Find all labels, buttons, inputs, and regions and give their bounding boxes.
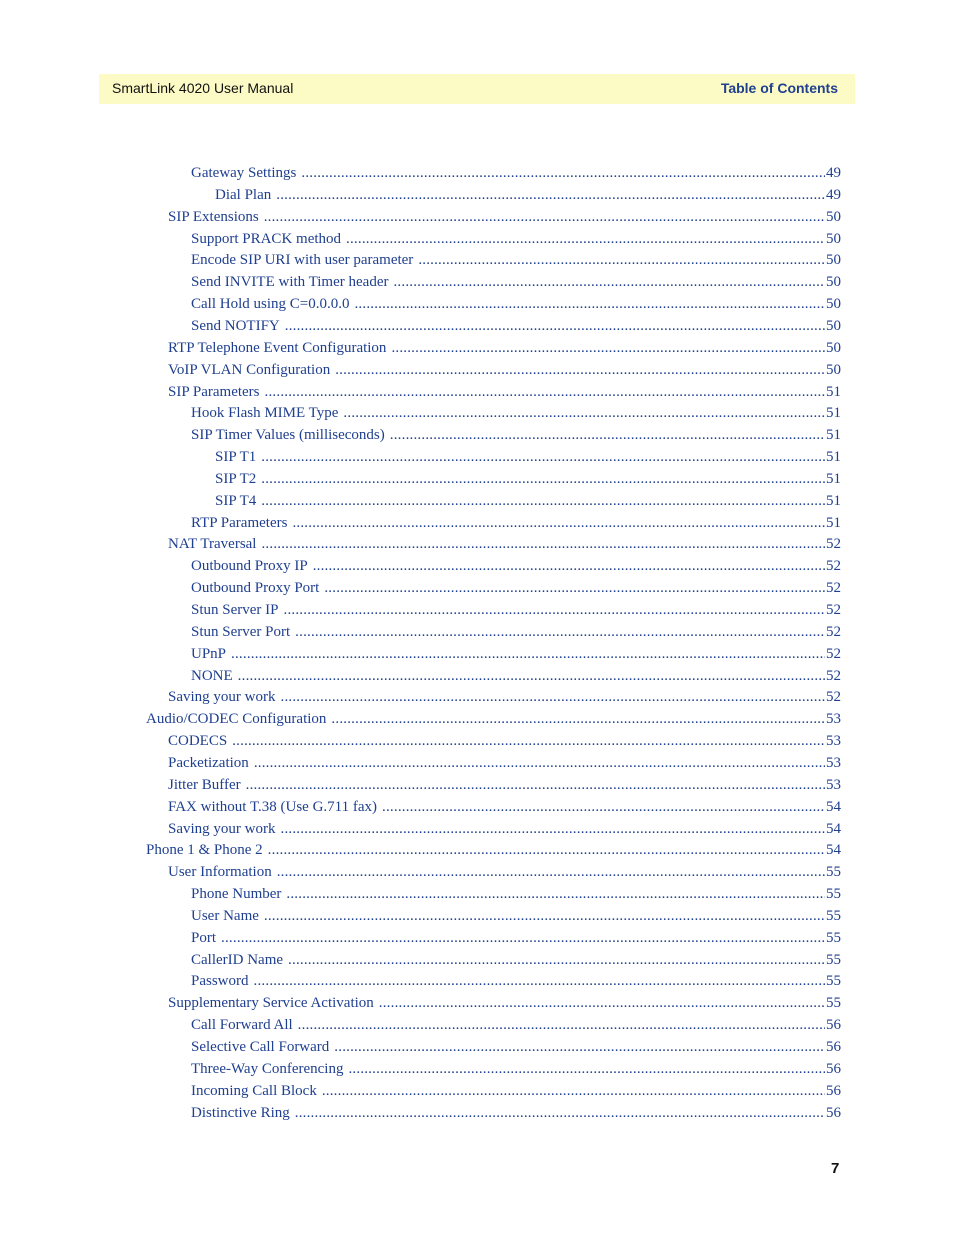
toc-entry-page: 56: [826, 1104, 841, 1121]
toc-leader-dots: [322, 1080, 825, 1102]
toc-leader-dots: [261, 490, 825, 512]
toc-entry-page: 51: [826, 449, 841, 466]
toc-leader-dots: [393, 271, 825, 293]
toc-entry[interactable]: [168, 861, 841, 883]
toc-entry-label: User Name: [191, 907, 259, 924]
toc-leader-dots: [295, 621, 825, 643]
toc-leader-dots: [221, 927, 825, 949]
toc-entry-page: 52: [826, 667, 841, 684]
toc-entry[interactable]: [168, 818, 841, 840]
toc-entry[interactable]: [168, 730, 841, 752]
toc-entry[interactable]: [168, 359, 841, 381]
toc-leader-dots: [254, 970, 825, 992]
toc-entry[interactable]: [191, 883, 841, 905]
toc-entry[interactable]: [146, 839, 841, 861]
toc-entry[interactable]: [191, 1036, 841, 1058]
section-title: Table of Contents: [720, 80, 838, 96]
toc-entry[interactable]: [191, 665, 841, 687]
toc-entry[interactable]: [191, 271, 841, 293]
toc-entry-page: 55: [826, 929, 841, 946]
toc-entry-page: 55: [826, 973, 841, 990]
toc-entry-label: Outbound Proxy IP: [191, 558, 308, 575]
toc-entry-page: 54: [826, 820, 841, 837]
toc-entry-page: 53: [826, 733, 841, 750]
toc-leader-dots: [390, 424, 825, 446]
toc-leader-dots: [286, 883, 825, 905]
toc-entry[interactable]: [191, 162, 841, 184]
toc-entry[interactable]: [191, 577, 841, 599]
toc-entry-label: Jitter Buffer: [168, 776, 241, 793]
toc-entry-label: Incoming Call Block: [191, 1082, 317, 1099]
toc-leader-dots: [246, 774, 825, 796]
toc-entry[interactable]: [168, 752, 841, 774]
toc-leader-dots: [346, 228, 825, 250]
toc-entry[interactable]: [191, 927, 841, 949]
toc-entry-page: 55: [826, 951, 841, 968]
toc-entry-page: 54: [826, 798, 841, 815]
toc-entry-label: Saving your work: [168, 689, 276, 706]
toc-entry[interactable]: [168, 381, 841, 403]
toc-leader-dots: [334, 1036, 825, 1058]
toc-entry-page: 51: [826, 427, 841, 444]
toc-entry-label: FAX without T.38 (Use G.711 fax): [168, 798, 378, 815]
toc-entry-label: RTP Parameters: [191, 514, 288, 531]
toc-entry-label: Three-Way Conferencing: [191, 1060, 344, 1077]
toc-entry-page: 49: [826, 186, 841, 203]
toc-entry-label: Supplementary Service Activation: [168, 995, 374, 1012]
toc-entry-label: Selective Call Forward: [191, 1039, 330, 1055]
toc-entry[interactable]: [191, 599, 841, 621]
running-header: [99, 74, 855, 104]
toc-entry[interactable]: [191, 228, 841, 250]
toc-entry-page: 50: [826, 208, 841, 225]
toc-leader-dots: [281, 818, 826, 840]
toc-leader-dots: [418, 249, 825, 271]
toc-entry-label: NONE: [191, 667, 233, 684]
toc-entry-label: VoIP VLAN Configuration: [168, 361, 331, 378]
toc-entry[interactable]: [215, 184, 841, 206]
toc-leader-dots: [292, 512, 825, 534]
toc-entry[interactable]: [168, 992, 841, 1014]
document-title: SmartLink 4020 User Manual: [112, 80, 294, 96]
toc-entry-label: UPnP: [191, 645, 227, 662]
toc-entry-label: CODECS: [168, 733, 228, 750]
toc-entry[interactable]: [168, 206, 841, 228]
toc-entry-page: 52: [826, 623, 841, 640]
toc-leader-dots: [324, 577, 825, 599]
toc-leader-dots: [354, 293, 825, 315]
toc-entry-page: 50: [826, 339, 841, 356]
toc-entry-label: Gateway Settings: [191, 165, 297, 181]
toc-entry[interactable]: [191, 555, 841, 577]
toc-entry-label: Send NOTIFY: [191, 317, 280, 334]
toc-entry-label: SIP Parameters: [168, 383, 260, 400]
toc-leader-dots: [238, 665, 825, 687]
toc-leader-dots: [264, 905, 825, 927]
toc-leader-dots: [281, 686, 826, 708]
toc-entry[interactable]: [191, 1014, 841, 1036]
toc-leader-dots: [343, 402, 825, 424]
toc-entry-label: NAT Traversal: [168, 536, 257, 553]
toc-entry-label: SIP Timer Values (milliseconds): [191, 427, 385, 444]
toc-entry-page: 50: [826, 361, 841, 378]
toc-entry-page: 53: [826, 776, 841, 793]
toc-leader-dots: [276, 184, 825, 206]
toc-entry-page: 51: [826, 383, 841, 400]
toc-leader-dots: [288, 949, 825, 971]
toc-entry-page: 52: [826, 558, 841, 575]
toc-entry-page: 50: [826, 296, 841, 313]
toc-entry-label: SIP T1: [215, 449, 257, 466]
toc-entry-page: 55: [826, 995, 841, 1012]
toc-entry-label: SIP T4: [215, 492, 257, 509]
toc-leader-dots: [335, 359, 825, 381]
toc-entry-page: 56: [826, 1017, 841, 1034]
toc-leader-dots: [382, 796, 825, 818]
toc-leader-dots: [284, 599, 826, 621]
toc-entry-page: 56: [826, 1082, 841, 1099]
toc-entry-page: 52: [826, 689, 841, 706]
toc-entry-label: Port: [191, 929, 217, 946]
toc-entry-page: 53: [826, 711, 841, 728]
page-number: 7: [831, 1160, 840, 1177]
toc-entry[interactable]: [191, 315, 841, 337]
toc-entry[interactable]: [168, 337, 841, 359]
toc-leader-dots: [265, 381, 825, 403]
toc-entry-label: Call Hold using C=0.0.0.0: [191, 296, 350, 313]
toc-entry-page: 51: [826, 470, 841, 487]
toc-entry-page: 51: [826, 492, 841, 509]
toc-entry-page: 51: [826, 514, 841, 531]
toc-leader-dots: [379, 992, 825, 1014]
toc-entry-label: Packetization: [168, 754, 249, 771]
toc-entry[interactable]: [215, 490, 841, 512]
toc-entry[interactable]: [191, 512, 841, 534]
toc-entry-page: 55: [826, 864, 841, 881]
toc-leader-dots: [301, 162, 825, 184]
toc-entry[interactable]: [191, 621, 841, 643]
toc-leader-dots: [348, 1058, 825, 1080]
toc-entry-label: SIP Extensions: [168, 208, 259, 225]
toc-entry[interactable]: [191, 643, 841, 665]
toc-entry-page: 56: [826, 1039, 841, 1055]
toc-entry-page: 52: [826, 602, 841, 618]
toc-entry-page: 49: [826, 165, 841, 181]
toc-entry[interactable]: [191, 249, 841, 271]
toc-entry-page: 55: [826, 907, 841, 924]
toc-entry[interactable]: [191, 424, 841, 446]
toc-leader-dots: [261, 446, 825, 468]
toc-entry-label: Dial Plan: [215, 186, 272, 203]
toc-entry[interactable]: [168, 774, 841, 796]
toc-entry-label: Outbound Proxy Port: [191, 580, 320, 597]
toc-entry-page: 50: [826, 317, 841, 334]
toc-leader-dots: [313, 555, 825, 577]
toc-leader-dots: [254, 752, 825, 774]
toc-leader-dots: [285, 315, 825, 337]
toc-entry-label: Hook Flash MIME Type: [191, 405, 339, 422]
toc-entry-page: 54: [826, 842, 841, 859]
toc-entry-page: 52: [826, 536, 841, 553]
toc-entry-page: 55: [826, 886, 841, 903]
toc-entry-label: Password: [191, 973, 249, 990]
toc-entry-page: 50: [826, 252, 841, 269]
toc-entry-label: User Information: [168, 864, 272, 881]
toc-entry-page: 53: [826, 754, 841, 771]
toc-leader-dots: [391, 337, 825, 359]
toc-leader-dots: [264, 206, 825, 228]
toc-entry-label: Stun Server IP: [191, 602, 279, 618]
toc-leader-dots: [261, 468, 825, 490]
toc-entry-label: Send INVITE with Timer header: [191, 274, 389, 291]
toc-entry-page: 56: [826, 1060, 841, 1077]
toc-entry[interactable]: [146, 708, 841, 730]
toc-leader-dots: [261, 533, 825, 555]
toc-entry-label: Audio/CODEC Configuration: [146, 711, 327, 728]
toc-entry-label: Call Forward All: [191, 1017, 293, 1034]
toc-entry-label: SIP T2: [215, 470, 257, 487]
toc-leader-dots: [277, 861, 825, 883]
toc-entry[interactable]: [168, 686, 841, 708]
toc-leader-dots: [231, 643, 825, 665]
toc-leader-dots: [331, 708, 825, 730]
toc-entry[interactable]: [191, 949, 841, 971]
toc-leader-dots: [298, 1014, 825, 1036]
toc-entry-page: 50: [826, 274, 841, 291]
toc-leader-dots: [232, 730, 825, 752]
toc-entry-label: RTP Telephone Event Configuration: [168, 339, 387, 356]
toc-entry[interactable]: [191, 402, 841, 424]
toc-entry[interactable]: [191, 1080, 841, 1102]
toc-entry[interactable]: [191, 905, 841, 927]
toc-entry[interactable]: [168, 533, 841, 555]
toc-entry[interactable]: [191, 970, 841, 992]
toc-entry-label: Phone Number: [191, 886, 282, 903]
toc-entry[interactable]: [215, 468, 841, 490]
toc-entry-page: 52: [826, 645, 841, 662]
toc-entry-label: Support PRACK method: [191, 230, 342, 247]
toc-entry-page: 52: [826, 580, 841, 597]
toc-entry[interactable]: [191, 1102, 841, 1124]
toc-entry[interactable]: [191, 1058, 841, 1080]
toc-entry-label: Encode SIP URI with user parameter: [191, 252, 414, 269]
toc-leader-dots: [268, 839, 825, 861]
toc-entry-label: Distinctive Ring: [191, 1104, 290, 1121]
toc-entry-label: Phone 1 & Phone 2: [146, 842, 263, 859]
toc-entry[interactable]: [168, 796, 841, 818]
toc-leader-dots: [295, 1102, 825, 1124]
toc-entry-label: CallerID Name: [191, 951, 284, 968]
toc-entry-label: Saving your work: [168, 820, 276, 837]
toc-entry-page: 51: [826, 405, 841, 422]
toc-entry[interactable]: [191, 293, 841, 315]
toc-entry[interactable]: [215, 446, 841, 468]
toc-entry-label: Stun Server Port: [191, 623, 291, 640]
toc-entry-page: 50: [826, 230, 841, 247]
